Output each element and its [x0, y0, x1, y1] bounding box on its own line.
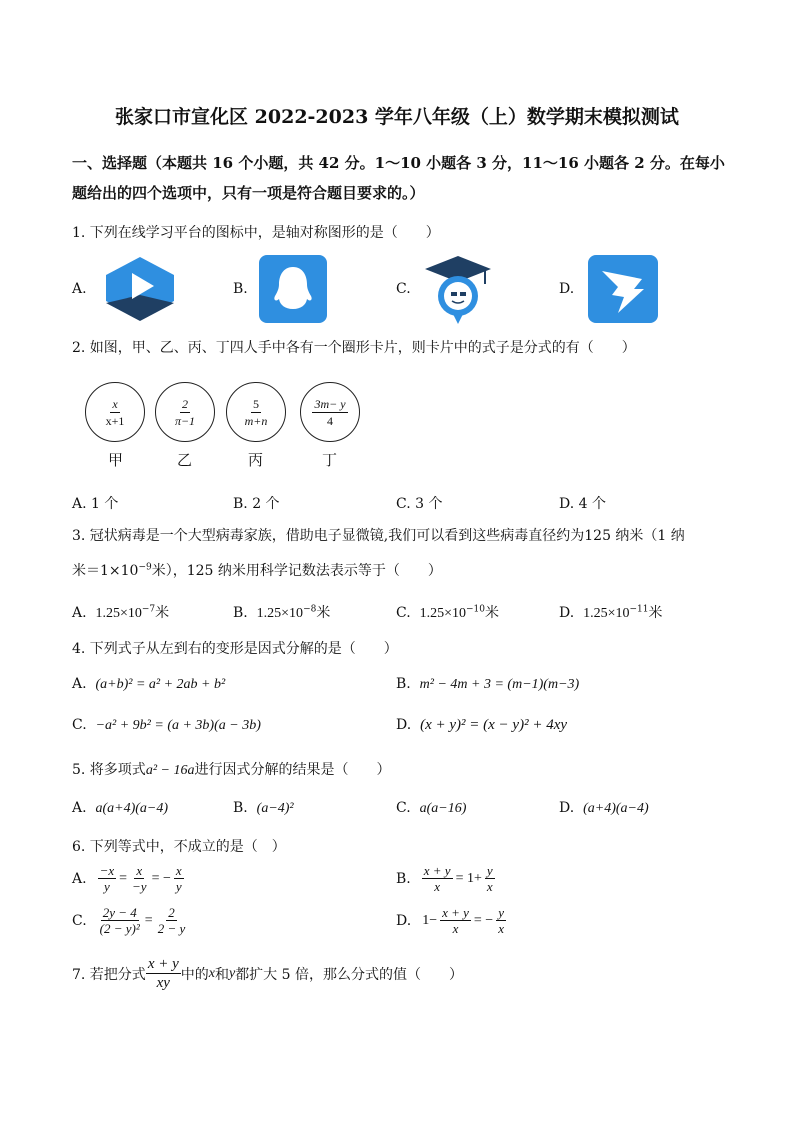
q7-var-x: x: [208, 965, 215, 981]
q6-a-equals: =: [119, 870, 128, 886]
q5-option-a-label: A.: [72, 800, 87, 816]
question-3-stem-line1: 3. 冠状病毒是一个大型病毒家族，借助电子显微镜,我们可以看到这些病毒直径约为125 纳米（1 纳: [72, 528, 685, 544]
q6-b-frac1-num: x + y: [423, 863, 451, 878]
card-jia: [85, 382, 145, 442]
question-3-stem-line2: [72, 560, 442, 580]
card-yi-denominator: π−1: [174, 413, 196, 428]
q5-stem-start: 5. 将多项式: [72, 762, 146, 778]
card-label-yi: 乙: [177, 451, 193, 469]
q3-unit-def: 米＝1×10: [72, 563, 139, 579]
card-jia-numerator: x: [112, 396, 118, 411]
q3-option-d-label: D.: [559, 605, 575, 621]
q5-stem-end: 进行因式分解的结果是（ ）: [194, 762, 391, 778]
card-yi: [155, 382, 215, 442]
graduation-cap-face-icon: [423, 252, 493, 326]
card-bing-denominator: m+n: [244, 413, 268, 428]
winged-logo-icon: [588, 255, 658, 323]
q3-option-a-base: 1.25×10: [95, 606, 142, 621]
question-6-stem: 6. 下列等式中，不成立的是（ ）: [72, 839, 286, 855]
q5-polynomial: a² − 16a: [145, 763, 195, 778]
q2-option-c: C. 3 个: [396, 496, 443, 512]
q6-a-frac1-num: −x: [99, 863, 115, 878]
q5-option-a-expr: a(a+4)(a−4): [95, 801, 169, 816]
q5-option-a: [72, 800, 168, 817]
q3-option-a-exp: −7: [141, 604, 156, 615]
q6-a-frac2-den: −y: [132, 879, 147, 894]
card-label-ding: 丁: [322, 451, 338, 469]
q6-option-d: [396, 905, 506, 936]
q5-option-d: [559, 800, 649, 817]
q6-a-frac2-num: x: [136, 863, 143, 878]
q1-option-d-label: D.: [559, 281, 575, 297]
q4-option-a-expr: (a+b)² = a² + 2ab + b²: [95, 677, 226, 692]
q3-option-a-label: A.: [72, 605, 87, 621]
q3-option-c-exp: −10: [465, 604, 485, 615]
q6-d-prefix: 1−: [422, 912, 438, 928]
q1-option-c-label: C.: [396, 281, 411, 297]
q3-option-d-exp: −11: [629, 604, 649, 615]
q5-option-b: [233, 800, 294, 817]
q5-option-c: [396, 800, 466, 817]
card-ding-denominator: 4: [327, 413, 333, 428]
penguin-logo-icon: [259, 255, 327, 323]
q6-d-frac1-num: x + y: [442, 905, 469, 920]
q6-c-equals: =: [144, 912, 153, 928]
q1-option-b-label: B.: [233, 281, 248, 297]
q4-option-b-label: B.: [396, 676, 411, 692]
question-5-stem: [72, 759, 390, 779]
q3-option-c-unit: 米: [484, 605, 499, 621]
q6-c-frac2-den: 2 − y: [157, 921, 186, 936]
q2-option-b: B. 2 个: [233, 496, 280, 512]
q3-option-c-base: 1.25×10: [419, 606, 466, 621]
q3-option-b-unit: 米: [316, 605, 331, 621]
q4-option-c: [72, 717, 261, 734]
play-hexagon-logo-icon: [100, 255, 180, 323]
q4-option-a: [72, 676, 225, 693]
q3-stem-tail: 米），125 纳米用科学记数法表示等于（ ）: [151, 563, 442, 579]
q6-option-a-label: A.: [72, 870, 87, 887]
q6-d-middle: = −: [473, 912, 494, 928]
q6-b-middle: = 1+: [455, 870, 482, 886]
q4-option-b-expr: m² − 4m + 3 = (m−1)(m−3): [419, 677, 580, 692]
q3-option-d: [559, 602, 663, 622]
q4-option-c-expr: −a² + 9b² = (a + 3b)(a − 3b): [95, 718, 261, 733]
question-4-stem: 4. 下列式子从左到右的变形是因式分解的是（ ）: [72, 641, 398, 657]
q5-option-d-expr: (a+4)(a−4): [583, 801, 649, 816]
q7-frac-num: x + y: [147, 956, 179, 972]
q6-d-frac1-den: x: [452, 921, 459, 936]
q6-b-frac2-num: y: [486, 863, 493, 878]
q3-option-c: [396, 602, 499, 622]
card-yi-numerator: 2: [181, 396, 188, 411]
question-1-stem: 1. 下列在线学习平台的图标中，是轴对称图形的是（ ）: [72, 225, 440, 241]
q3-option-b-exp: −8: [303, 604, 317, 615]
card-bing: [226, 382, 286, 442]
q6-option-a: [72, 863, 184, 894]
q6-b-frac1-den: x: [434, 879, 441, 894]
q6-option-b: [396, 863, 495, 894]
q3-option-a: [72, 602, 169, 622]
card-jia-denominator: x+1: [105, 413, 125, 428]
card-ding-numerator: 3m− y: [314, 396, 346, 411]
q6-d-frac2-num: y: [498, 905, 504, 920]
q5-option-d-label: D.: [559, 800, 575, 816]
q2-option-a: A. 1 个: [72, 496, 119, 512]
q6-b-frac2-den: x: [486, 879, 493, 894]
q6-option-c: [72, 905, 187, 936]
card-bing-numerator: 5: [252, 396, 259, 411]
q7-stem-and: 和: [214, 966, 229, 983]
q6-a-equals-minus: = −: [151, 870, 171, 886]
card-ding: [300, 382, 360, 442]
q6-d-frac2-den: x: [498, 921, 504, 936]
q3-option-a-unit: 米: [155, 605, 170, 621]
section-heading: 一、选择题（本题共 16 个小题，共 42 分。1～10 小题各 3 分，11～16 小题各 2 分。在每小题给出的四个选项中，只有一项是符合题目要求的。）: [72, 154, 725, 202]
q2-option-d: D. 4 个: [559, 496, 606, 512]
q4-option-b: [396, 676, 579, 693]
q5-option-b-expr: (a−4)²: [256, 801, 294, 816]
q7-frac-den: xy: [156, 975, 170, 991]
q3-option-c-label: C.: [396, 605, 411, 621]
q6-a-frac1-den: y: [103, 879, 110, 894]
card-label-bing: 丙: [248, 451, 264, 469]
q4-option-a-label: A.: [72, 676, 87, 692]
q6-c-frac1-num: 2y − 4: [102, 905, 137, 920]
q1-option-a-label: A.: [72, 281, 87, 297]
q4-option-d: [396, 717, 567, 734]
q3-option-d-unit: 米: [648, 605, 663, 621]
q4-option-c-label: C.: [72, 717, 87, 733]
page-title: 张家口市宣化区 2022-2023 学年八年级（上）数学期末模拟测试: [115, 106, 679, 128]
question-7-stem: [72, 955, 463, 992]
q7-stem-end: 都扩大 5 倍，那么分式的值（ ）: [235, 966, 463, 983]
q6-c-frac1-den: (2 − y)²: [99, 921, 140, 936]
q6-a-frac3-num: x: [175, 863, 182, 878]
q5-option-c-label: C.: [396, 800, 411, 816]
q6-option-d-label: D.: [396, 912, 412, 929]
q3-option-b-label: B.: [233, 605, 248, 621]
q6-a-frac3-den: y: [175, 879, 182, 894]
q7-stem-mid: 中的: [180, 966, 209, 983]
q6-c-frac2-num: 2: [168, 905, 175, 920]
q6-option-b-label: B.: [396, 870, 411, 887]
q5-option-b-label: B.: [233, 800, 248, 816]
q3-unit-exp: −9: [138, 562, 152, 573]
card-label-jia: 甲: [108, 451, 124, 469]
q7-stem-start: 7. 若把分式: [72, 966, 146, 983]
q7-var-y: y: [228, 965, 236, 981]
q3-option-b-base: 1.25×10: [256, 606, 304, 621]
q4-option-d-expr: (x + y)² = (x − y)² + 4xy: [420, 717, 568, 733]
q6-option-c-label: C.: [72, 912, 87, 929]
q3-option-d-base: 1.25×10: [583, 606, 630, 621]
q3-option-b: [233, 602, 330, 622]
question-2-stem: 2. 如图，甲、乙、丙、丁四人手中各有一个圈形卡片，则卡片中的式子是分式的有（ ）: [72, 340, 636, 356]
q5-option-c-expr: a(a−16): [419, 801, 467, 816]
q4-option-d-label: D.: [396, 717, 412, 733]
